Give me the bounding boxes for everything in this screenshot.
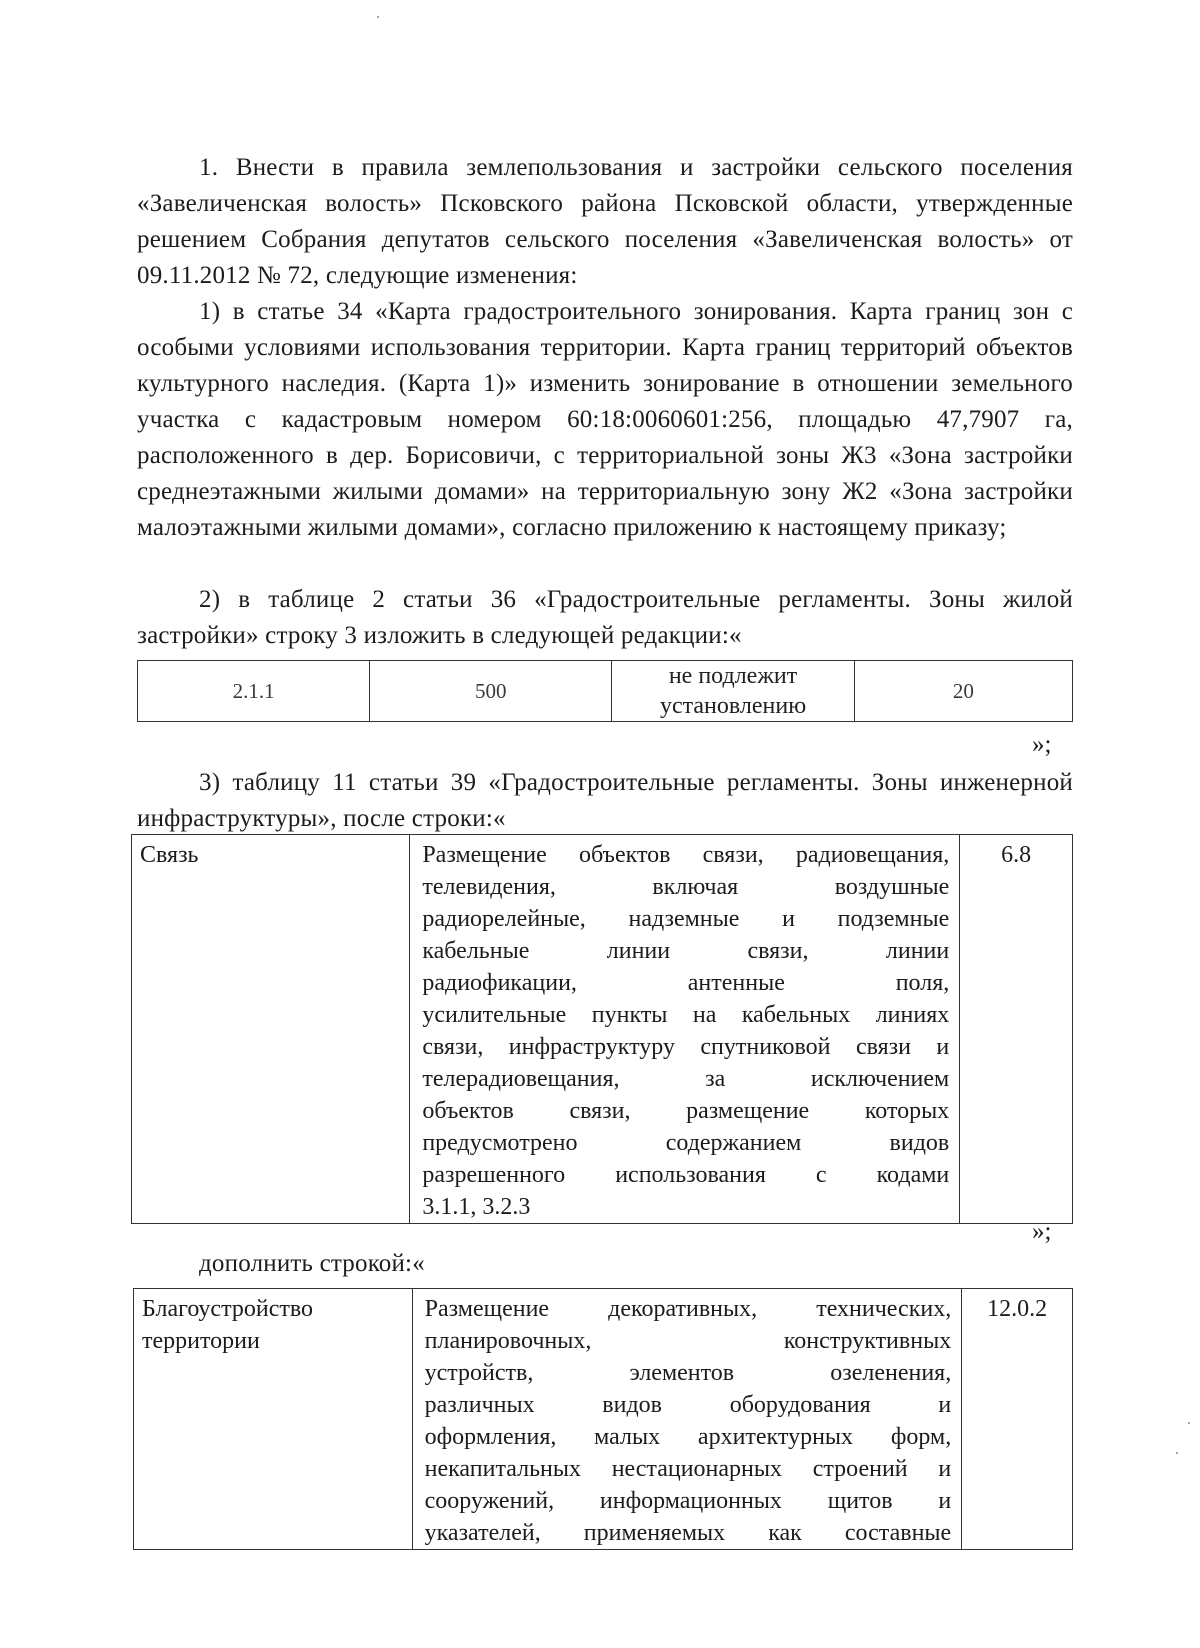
paragraph-2-text: 1) в статье 34 «Карта градостроительного зонирования. Карта границ зон с особыми условиями использования территории. Карта границ территорий объектов культурного наследия. (Карта 1)» изменить зонирование в отношении земельного участка с кадастровым номером 60:18:0060601:256, площадью 47,7907 га, расположенного в дер. Борисовичи, с территориальной зоны Ж3 «Зона застройки среднеэтажными жилыми домами» на территориальную зону Ж2 «Зона застройки малоэтажными жилыми домами», согласно приложению к настоящему приказу; <box>137 298 1073 541</box>
description-line: телевидения, включая воздушные <box>422 874 950 900</box>
table-cell-code: 6.8 <box>960 835 1073 1224</box>
table-cell-limit: не подлежит установлению <box>612 661 855 722</box>
description-line: разрешенного использования с кодами <box>422 1162 950 1188</box>
table-cell-name: Благоустройство территории <box>134 1289 413 1550</box>
closing-quote-1: »; <box>1032 731 1052 758</box>
table-cell-code: 12.0.2 <box>962 1289 1073 1550</box>
paragraph-1 <box>137 150 1073 294</box>
scan-speck <box>377 16 379 18</box>
description-line: объектов связи, размещение которых <box>422 1098 950 1124</box>
communication-row-table <box>131 834 1073 1224</box>
paragraph-4-text: 3) таблицу 11 статьи 39 «Градостроительные регламенты. Зоны инженерной инфраструктуры», после строки:« <box>137 769 1073 832</box>
description-line: 3.1.1, 3.2.3 <box>422 1194 531 1220</box>
table-cell-area: 500 <box>370 661 612 722</box>
description-line: планировочных, конструктивных <box>424 1328 952 1354</box>
paragraph-3-text: 2) в таблице 2 статьи 36 «Градостроительные регламенты. Зоны жилой застройки» строку 3 изложить в следующей редакции:« <box>137 586 1073 649</box>
zone-regulation-table <box>137 660 1073 722</box>
description-line: Размещение декоративных, технических, <box>424 1296 952 1322</box>
description-line: устройств, элементов озеленения, <box>424 1360 952 1386</box>
description-line: сооружений, информационных щитов и <box>424 1488 952 1514</box>
table-cell-name: Связь <box>132 835 410 1224</box>
description-line: связи, инфраструктуру спутниковой связи и <box>422 1034 950 1060</box>
description-line: Размещение объектов связи, радиовещания, <box>422 842 950 868</box>
paragraph-3 <box>137 582 1073 654</box>
description-line: кабельные линии связи, линии <box>422 938 950 964</box>
paragraph-2 <box>137 294 1073 546</box>
description-line: оформления, малых архитектурных форм, <box>424 1424 952 1450</box>
table-cell-percent: 20 <box>854 661 1072 722</box>
paragraph-5: дополнить строкой:« <box>199 1250 425 1277</box>
description-line: некапитальных нестационарных строений и <box>424 1456 952 1482</box>
description-line: указателей, применяемых как составные <box>424 1520 952 1546</box>
description-line: предусмотрено содержанием видов <box>422 1130 950 1156</box>
table-row <box>138 661 1073 722</box>
description-line: радиорелейные, надземные и подземные <box>422 906 950 932</box>
table-row <box>134 1289 1073 1550</box>
table-cell-description <box>410 835 960 1224</box>
description-line: усилительные пункты на кабельных линиях <box>422 1002 950 1028</box>
paragraph-4 <box>137 765 1073 837</box>
table-cell-code: 2.1.1 <box>138 661 370 722</box>
scan-speck <box>1188 1422 1190 1424</box>
table-cell-description <box>412 1289 962 1550</box>
closing-quote-2: »; <box>1032 1218 1052 1245</box>
description-line: радиофикации, антенные поля, <box>422 970 950 996</box>
scan-speck <box>1176 1452 1178 1454</box>
paragraph-1-text: 1. Внести в правила землепользования и застройки сельского поселения «Завеличенская волость» Псковского района Псковской области, утвержденные решением Собрания депутатов сельского поселения «Завеличенская волость» от 09.11.2012 № 72, следующие изменения: <box>137 154 1073 289</box>
table-row <box>132 835 1073 1224</box>
landscaping-row-table <box>133 1288 1073 1550</box>
description-line: различных видов оборудования и <box>424 1392 952 1418</box>
description-line: телерадиовещания, за исключением <box>422 1066 950 1092</box>
